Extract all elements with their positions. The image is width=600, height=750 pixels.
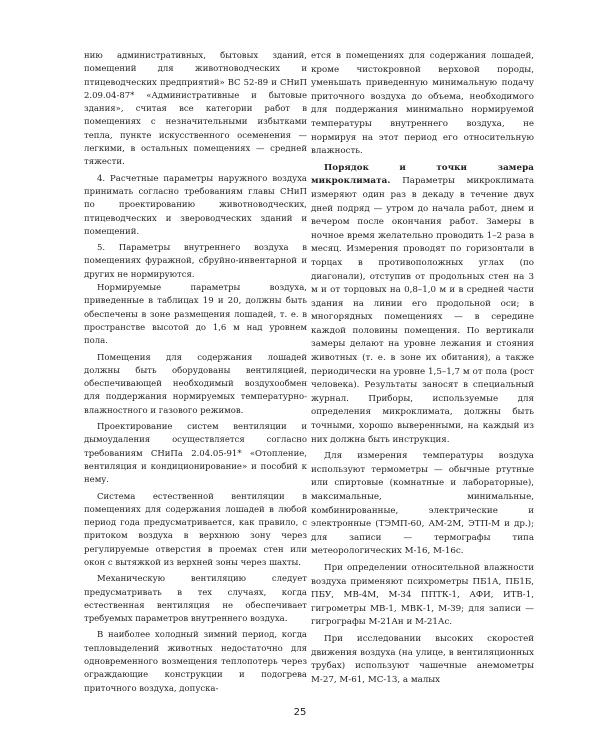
paragraph: Система естественной вентиляции в помещениях для содержания лошадей в любой период года предусматривается, как правило, с притоком воздуха в верхнюю зону через регулируемые отверстия в проемах стен или окон с вытяжкой из верхней зоны через шахты.	[84, 491, 307, 568]
paragraph: 4. Расчетные параметры наружного воздуха принимать согласно требованиям главы СНиП по проектированию животноводческих, птицеводческих и звероводческих зданий и помещений.	[84, 173, 307, 237]
paragraph: Для измерения температуры воздуха используют термометры — обычные ртутные или спиртовые (комнатные и лабораторные), максимальные, минимальные, комбинированные, электрические и электронные (ТЭМП-60, АМ-2М, ЭТП-М и др.); для записи — термографы типа метеорологических М-16, М-16с.	[311, 451, 534, 557]
paragraph: 5. Параметры внутреннего воздуха в помещениях фуражной, сбруйно-инвентарной и других не нормируются.	[84, 243, 307, 280]
paragraph: Помещения для содержания лошадей должны быть оборудованы вентиляцией, обеспечивающей необходимый воздухообмен для поддержания нормируемых температурно-влажностного и газового режимов.	[84, 352, 307, 416]
left-text-column	[84, 50, 307, 696]
paragraph: При исследовании высоких скоростей движения воздуха (на улице, в вентиляционных трубах) используют чашечные анемометры М-27, М-61, МС-13, а малых	[311, 633, 534, 685]
page-number: 25	[293, 707, 307, 718]
right-text-column	[311, 50, 534, 687]
paragraph: В наиболее холодный зимний период, когда тепловыделений животных недостаточно для одновременного возмещения теплопотерь через ограждающие конструкции и подогрева приточного воздуха, допуска-	[84, 630, 307, 694]
paragraph: Проектирование систем вентиляции и дымоудаления осуществляется согласно требованиям СНиПа 2.04.05-91* «Отопление, вентиляция и кондиционирование» и пособий к нему.	[84, 422, 307, 486]
paragraph: Механическую вентиляцию следует предусматривать в тех случаях, когда естественная вентиляция не обеспечивает требуемых параметров внутреннего воздуха.	[84, 574, 307, 625]
paragraph: Нормируемые параметры воздуха, приведенные в таблицах 19 и 20, должны быть обеспечены в зоне размещения лошадей, т. е. в пространстве высотой до 1,6 м над уровнем пола.	[84, 283, 307, 347]
section-heading: Порядок и точки замера микроклимата.	[311, 162, 534, 187]
paragraph: нию административных, бытовых зданий, помещений для животноводческих и птицеводческих предприятий» ВС 52-89 и СНиП 2.09.04-87* «Административные и бытовые здания», считая все категории работ в помещениях с незначительными избытками тепла, пункте искусственного осеменения — легкими, в остальных помещениях — средней тяжести.	[84, 51, 307, 168]
paragraph	[311, 162, 534, 447]
paragraph: ется в помещениях для содержания лошадей, кроме чистокровной верховой породы, уменьшать приведенную минимальную подачу приточного воздуха до объема, необходимого для поддержания минимально нормируемой температуры внутреннего воздуха, не нормируя на этот период его относительную влажность.	[311, 51, 534, 157]
paragraph-text: Параметры микроклимата измеряют один раз в декаду в течение двух дней подряд — утром до начала работ, днем и вечером после окончания работ. Замеры в ночное время желательно проводить 1–2 раза в месяц. Измерения проводят по горизонтали в торцах в противоположных углах (по диагонали), отступив от продольных стен на 3 м и от торцовых на 0,8–1,0 м и в средней части здания на линии его продольной оси; в многорядных помещениях — в середине каждой половины помещения. По вертикали замеры делают на уровне лежания и стояния животных (т. е. в зоне их обитания), а также периодически на уровне 1,5–1,7 м от пола (рост человека). Результаты заносят в специальный журнал. Приборы, используемые для определения микроклимата, должны быть точными, хорошо выверенными, на каждый из них должна быть инструкция.	[311, 176, 535, 445]
paragraph: При определении относительной влажности воздуха применяют психрометры ПБ1А, ПБ1Б, ПБУ, МВ-4М, М-34 ППТК-1, АФИ, ИТВ-1, гигрометры МВ-1, МВК-1, М-39; для записи — гигрографы М-21Ан и М-21Ас.	[311, 562, 534, 628]
